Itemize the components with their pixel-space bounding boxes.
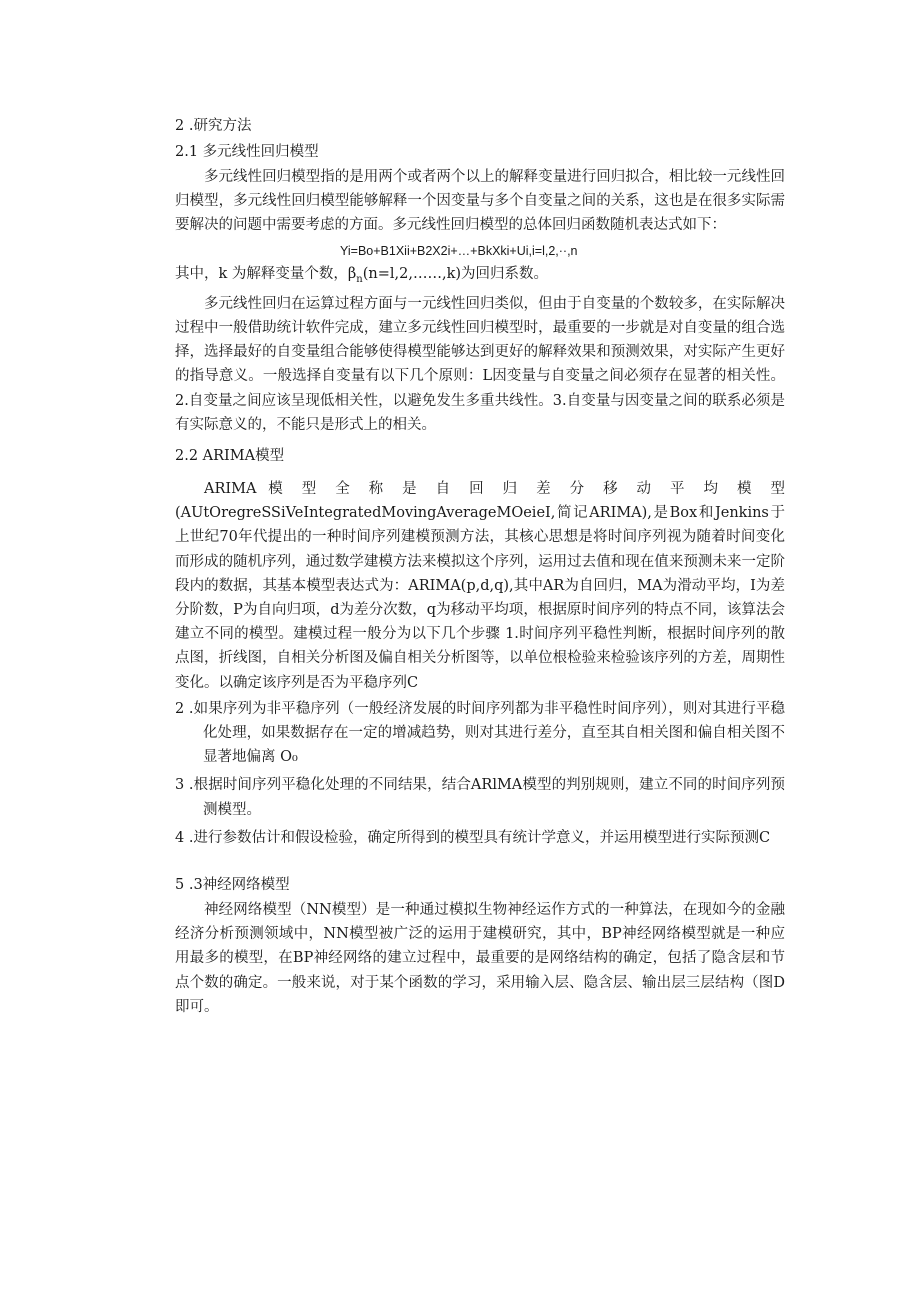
where-prefix: 其中，k 为解释变量个数，β xyxy=(175,265,357,282)
document-body xyxy=(175,113,785,1019)
list-item-step-2: 2 .如果序列为非平稳序列（一般经济发展的时间序列都为非平稳性时间序列），则对其进行平稳化处理，如果数据存在一定的增减趋势，则对其进行差分，直至其自相关图和偏自相关图不显著地偏离 O₀ xyxy=(175,700,785,766)
paragraph-mlr-definition: 多元线性回归模型指的是用两个或者两个以上的解释变量进行回归拟合，相比较一元线性回归模型，多元线性回归模型能够解释一个因变量与多个自变量之间的关系，这也是在很多实际需要解决的问题中需要考虑的方面。多元线性回归模型的总体回归函数随机表达式如下： xyxy=(175,169,785,234)
section-heading-neural-network: 5 .3神经网络模型 xyxy=(175,876,290,893)
paragraph-arima-body: (AUtOregreSSiVeIntegratedMovingAverageMOeieI,简记ARIMA),是Box和Jenkins于上世纪70年代提出的一种时间序列建模预测方法，其核心思想是将时间序列视为随着时间变化而形成的随机序列，通过数学建模方法来模拟这个序列，运用过去值和现在值来预测未来一定阶段内的数据，其基本模型表达式为：ARIMA(p,d,q),其中AR为自回归，MA为滑动平均，I为差分阶数，P为自向归项，d为差分次数，q为移动平均项，根据原时间序列的特点不同，该算法会建立不同的模型。建模过程一般分为以下几个步骤 1.时间序列平稳性判断，根据时间序列的散点图，折线图，自相关分析图及偏自相关分析图等，以单位根检验来检验该序列的方差，周期性变化。以确定该序列是否为平稳序列C xyxy=(175,505,785,691)
where-suffix: (n=l,2,……,k)为回归系数。 xyxy=(362,265,549,282)
paragraph-variable-selection: 多元线性回归在运算过程方面与一元线性回归类似，但由于自变量的个数较多，在实际解决过程中一般借助统计软件完成，建立多元线性回归模型时，最重要的一步就是对自变量的组合选择，选择最好的自变量组合能够使得模型能够达到更好的解释效果和预测效果，对实际产生更好的指导意义。一般选择自变量有以下几个原则：L因变量与自变量之间必须存在显著的相关性。2.自变量之间应该呈现低相关性，以避免发生多重共线性。3.自变量与因变量之间的联系必须是有实际意义的，不能只是形式上的相关。 xyxy=(175,295,785,433)
regression-formula: Yi=Bo+B1Xii+B2X2i+…+BkXki+Ui,i=l,2,··,n xyxy=(340,243,578,258)
paragraph-arima-intro-line: ARIMA 模 型 全 称 是 自 回 归 差 分 移 动 平 均 模 型 xyxy=(204,480,785,497)
paragraph-where-clause xyxy=(175,262,785,292)
section-heading-research-methods: 2 .研究方法 xyxy=(175,118,252,134)
section-heading-multiple-linear-regression: 2.1 多元线性回归模型 xyxy=(175,144,319,160)
list-item-step-4: 4 .进行参数估计和假设检验，确定所得到的模型具有统计学意义，并运用模型进行实际预测C xyxy=(175,829,771,846)
list-item-step-3: 3 .根据时间序列平稳化处理的不同结果，结合ARlMA模型的判别规则，建立不同的时间序列预测模型。 xyxy=(175,777,785,818)
section-heading-arima: 2.2 ARIMA模型 xyxy=(175,447,285,464)
paragraph-neural-network: 神经网络模型（NN模型）是一种通过模拟生物神经运作方式的一种算法，在现如今的金融经济分析预测领域中，NN模型被广泛的运用于建模研究，其中，BP神经网络模型就是一种应用最多的模型，在BP神经网络的建立过程中，最重要的是网络结构的确定，包括了隐含层和节点个数的确定。一般来说，对于某个函数的学习，采用输入层、隐含层、输出层三层结构（图D即可。 xyxy=(175,901,785,1015)
beta-subscript: n xyxy=(356,273,363,285)
